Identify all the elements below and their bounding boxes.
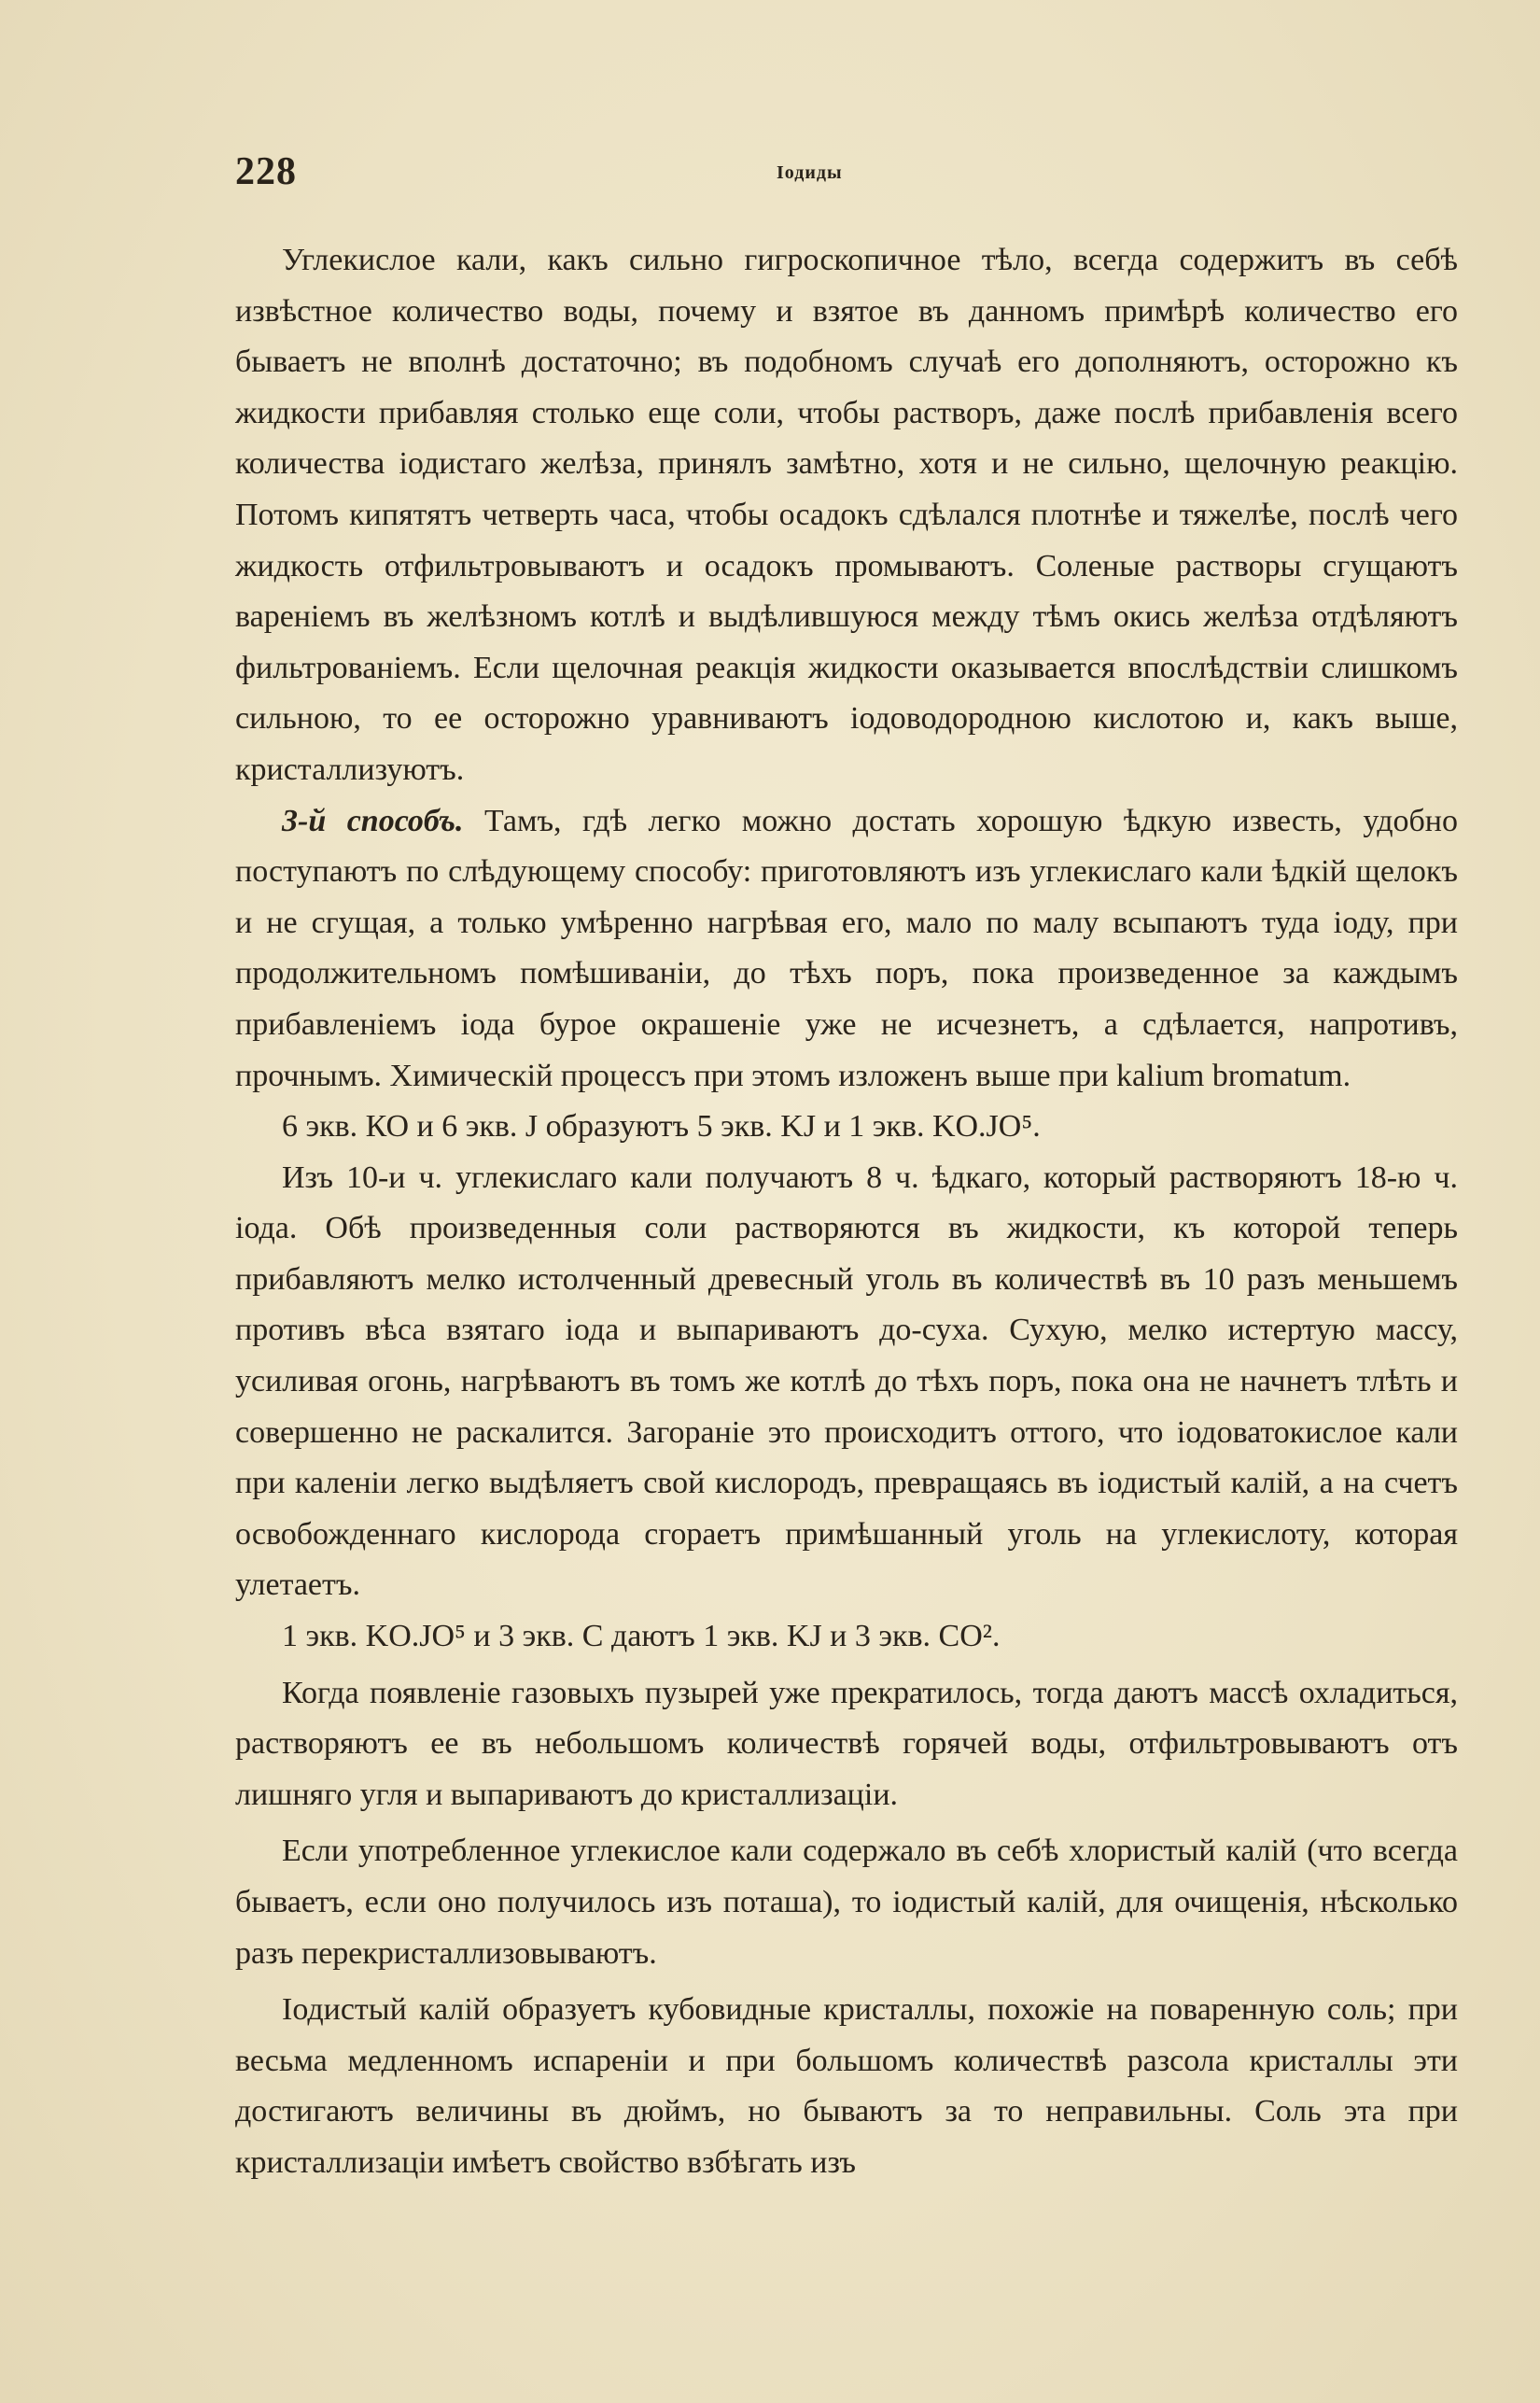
equation-1: 6 экв. КО и 6 экв. J образуютъ 5 экв. KJ и 1 экв. KO.JO⁵. <box>282 1109 1041 1145</box>
paragraph-method-3 <box>235 796 1458 1103</box>
method-heading: 3-й способъ. <box>282 803 464 838</box>
paragraph-6: Іодистый калій образуетъ кубовидные кристаллы, похожіе на поваренную соль; при весьма медленномъ испареніи и при большомъ количествѣ разсола кристаллы эти достигаютъ величины въ дюймъ, но бываютъ за то неправильны. Соль эта при кристаллизаціи имѣетъ свойство взбѣгать изъ <box>235 1992 1458 2180</box>
page-body <box>235 235 1458 2189</box>
paragraph-4: Когда появленіе газовыхъ пузырей уже прекратилось, тогда даютъ массѣ охладиться, растворяютъ ее въ небольшомъ количествѣ горячей воды, отфильтровываютъ отъ лишняго угля и выпариваютъ до кристаллизаціи. <box>235 1675 1458 1812</box>
paragraph-3: Изъ 10-и ч. углекислаго кали получаютъ 8 ч. ѣдкаго, который растворяютъ 18-ю ч. іода. Обѣ произведенныя соли растворяются въ жидкости, къ которой теперь прибавляютъ мелко истолченный древесный уголь въ количествѣ въ 10 разъ меньшемъ противъ вѣса взятаго іода и выпариваютъ до-суха. Сухую, мелко истертую массу, усиливая огонь, нагрѣваютъ въ томъ же котлѣ до тѣхъ поръ, пока она не начнетъ тлѣть и совершенно не раскалится. Загораніе это происходитъ оттого, что іодоватокислое кали при каленіи легко выдѣляетъ свой кислородъ, превращаясь въ іодистый калій, а на счетъ освобожденнаго кислорода сгораетъ примѣшанный уголь на углекислоту, которая улетаетъ. <box>235 1159 1458 1603</box>
method-text: Тамъ, гдѣ легко можно достать хорошую ѣдкую известь, удобно поступаютъ по слѣдующему способу: приготовляютъ изъ углекислаго кали ѣдкій щелокъ и не сгущая, а только умѣренно нагрѣвая его, мало по малу всыпаютъ туда іоду, при продолжительномъ помѣшиваніи, до тѣхъ поръ, пока произведенное за каждымъ прибавленіемъ іода бурое окрашеніе уже не исчезнетъ, а сдѣлается, напротивъ, прочнымъ. Химическій процессъ при этомъ изложенъ выше при kalium bromatum. <box>235 803 1458 1093</box>
equation-2: 1 экв. KO.JO⁵ и 3 экв. С даютъ 1 экв. KJ и 3 экв. CO². <box>282 1619 1001 1654</box>
running-title: Іодиды <box>777 162 843 183</box>
paragraph-1: Углекислое кали, какъ сильно гигроскопичное тѣло, всегда содержитъ въ себѣ извѣстное количество воды, почему и взятое въ данномъ примѣрѣ количество его бываетъ не вполнѣ достаточно; въ подобномъ случаѣ его дополняютъ, осторожно къ жидкости прибавляя столько еще соли, чтобы растворъ, даже послѣ прибавленія всего количества іодистаго желѣза, принялъ замѣтно, хотя и не сильно, щелочную реакцію. Потомъ кипятятъ четверть часа, чтобы осадокъ сдѣлался плотнѣе и тяжелѣе, послѣ чего жидкость отфильтровываютъ и осадокъ промываютъ. Соленые растворы сгущаютъ вареніемъ въ желѣзномъ котлѣ и выдѣлившуюся между тѣмъ окись желѣза отдѣляютъ фильтрованіемъ. Если щелочная реакція жидкости оказывается впослѣдствіи слишкомъ сильною, то ее осторожно уравниваютъ іодоводородною кислотою и, какъ выше, кристаллизуютъ. <box>235 243 1458 787</box>
page-number: 228 <box>235 150 297 193</box>
paragraph-5: Если употребленное углекислое кали содержало въ себѣ хлористый калій (что всегда бываетъ, если оно получилось изъ поташа), то іодистый калій, для очищенія, нѣсколько разъ перекристаллизовываютъ. <box>235 1834 1458 1971</box>
page-header <box>235 149 1458 205</box>
